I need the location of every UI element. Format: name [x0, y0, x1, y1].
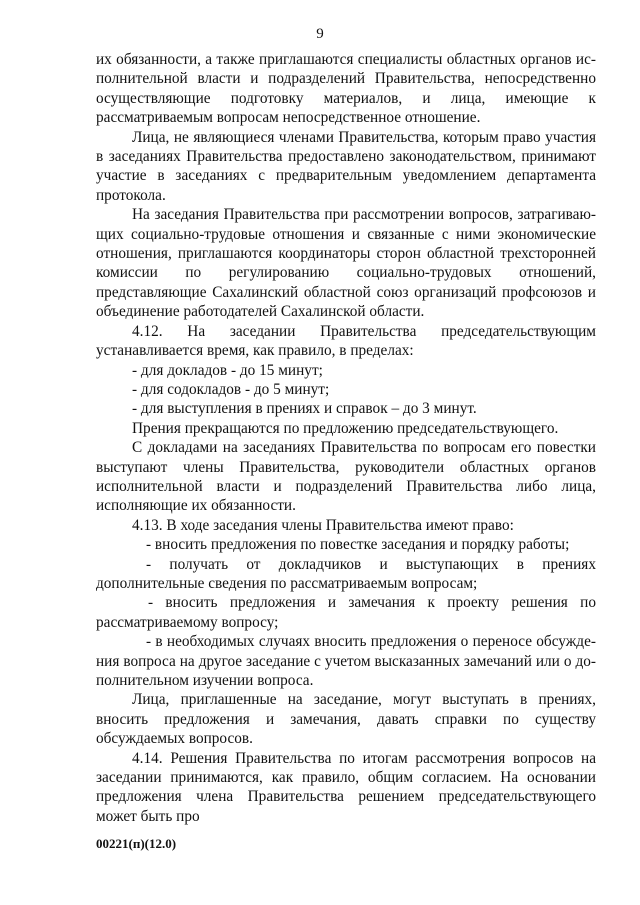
paragraph-4-12: 4.12. На заседании Правительства председательствующим устанавливается время, как правило, в пределах: [96, 322, 596, 360]
list-item-debate-time: - для выступления в прениях и справок – до 3 минут. [132, 400, 477, 418]
list-item-reports-time: - для докладов - до 15 минут; [132, 361, 323, 379]
paragraph-social-labor: На заседания Правительства при рассмотрении вопросов, затрагивающих социально-трудовые отношения и связанные с ними экономические отношения, приглашаются координаторы сторон областной трехсторонней комиссии по регулированию социально-трудовых отношений, представляющие Сахалинский областной союз организаций профсоюзов и объединение работодателей Сахалинской области. [96, 206, 596, 321]
list-item-draft-remarks: - вносить предложения и замечания к проекту решения по рассматриваемому вопросу; [96, 594, 596, 631]
page-number: 9 [316, 26, 324, 42]
paragraph-invited-persons: Лица, приглашенные на заседание, могут выступать в прениях, вносить предложения и замечания, давать справки по существу обсуждаемых вопросов. [96, 691, 596, 748]
paragraph-non-members: Лица, не являющиеся членами Правительства, которым право участия в заседаниях Правительства предоставлено законодательством, принимают участие в заседаниях с предварительным уведомлением департамента протокола. [96, 128, 596, 204]
paragraph-debate-termination: Прения прекращаются по предложению председательствующего. [132, 419, 559, 437]
list-item-agenda-proposals: - вносить предложения по повестке заседания и порядку работы; [146, 536, 570, 554]
paragraph-continuation: их обязанности, а также приглашаются специалисты областных органов исполнительной власти и подразделений Правительства, непосредственно осуществляющие подготовку материалов, и лица, имеющие к рассматриваемым вопросам непосредственное отношение. [96, 51, 596, 127]
list-item-additional-info: - получать от докладчиков и выступающих в прениях дополнительные сведения по рассматриваемым вопросам; [96, 555, 596, 592]
document-body [96, 50, 596, 826]
list-item-postponement: - в необходимых случаях вносить предложения о переносе обсуждения вопроса на другое заседание с учетом высказанных замечаний или о дополнительном изучении вопроса. [96, 633, 596, 689]
document-code: 00221(п)(12.0) [96, 836, 177, 851]
paragraph-4-14: 4.14. Решения Правительства по итогам рассмотрения вопросов на заседании принимаются, как правило, общим согласием. На основании предложения члена Правительства решением председательствующего может быть про [96, 749, 596, 825]
paragraph-4-13: 4.13. В ходе заседания члены Правительства имеют право: [132, 516, 514, 534]
list-item-coreports-time: - для содокладов - до 5 минут; [132, 380, 330, 398]
paragraph-speakers: С докладами на заседаниях Правительства по вопросам его повестки выступают члены Правительства, руководители областных органов исполнительной власти и подразделений Правительства либо лица, исполняющие их обязанности. [96, 439, 596, 515]
